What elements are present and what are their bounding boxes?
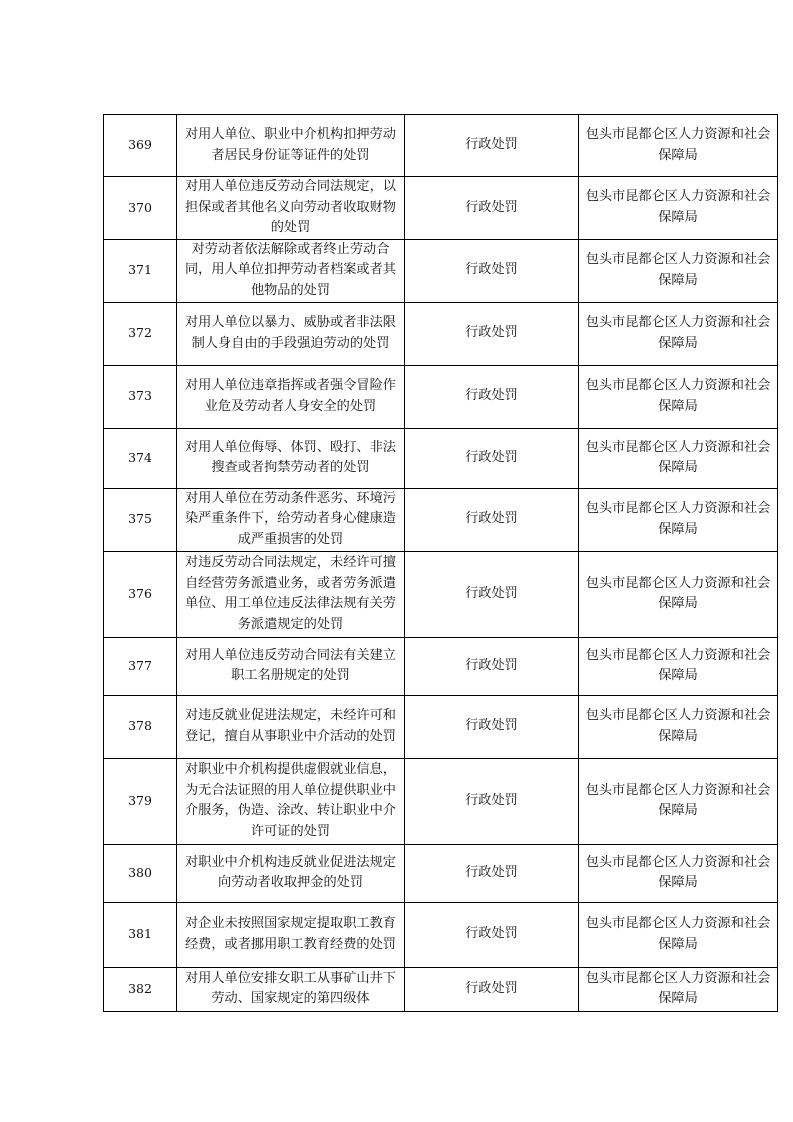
item-type: 行政处罚 [405,637,579,695]
item-description: 对用人单位安排女职工从事矿山井下劳动、国家规定的第四级体 [177,967,405,1011]
item-description: 对用人单位以暴力、威胁或者非法限制人身自由的手段强迫劳动的处罚 [177,302,405,365]
responsible-department: 包头市昆都仑区人力资源和社会保障局 [579,115,778,177]
table-row [104,177,778,240]
item-description: 对职业中介机构提供虚假就业信息，为无合法证照的用人单位提供职业中介服务，伪造、涂改、转让职业中介许可证的处罚 [177,758,405,844]
responsible-department: 包头市昆都仑区人力资源和社会保障局 [579,302,778,365]
item-description: 对劳动者依法解除或者终止劳动合同，用人单位扣押劳动者档案或者其他物品的处罚 [177,239,405,302]
item-description: 对企业未按照国家规定提取职工教育经费，或者挪用职工教育经费的处罚 [177,902,405,967]
item-description: 对用人单位在劳动条件恶劣、环境污染严重条件下，给劳动者身心健康造成严重损害的处罚 [177,488,405,551]
table-row [104,637,778,695]
item-description: 对用人单位、职业中介机构扣押劳动者居民身份证等证件的处罚 [177,115,405,177]
responsible-department: 包头市昆都仑区人力资源和社会保障局 [579,239,778,302]
item-type: 行政处罚 [405,967,579,1011]
item-type: 行政处罚 [405,758,579,844]
table-row [104,844,778,902]
row-number: 382 [104,967,177,1011]
item-description: 对用人单位违反劳动合同法规定，以担保或者其他名义向劳动者收取财物的处罚 [177,177,405,240]
row-number: 371 [104,239,177,302]
row-number: 379 [104,758,177,844]
table-row [104,551,778,637]
row-number: 381 [104,902,177,967]
item-description: 对违反劳动合同法规定，未经许可擅自经营劳务派遣业务，或者劳务派遣单位、用工单位违反法律法规有关劳务派遣规定的处罚 [177,551,405,637]
item-description: 对用人单位违反劳动合同法有关建立职工名册规定的处罚 [177,637,405,695]
table-row [104,239,778,302]
item-type: 行政处罚 [405,302,579,365]
responsible-department: 包头市昆都仑区人力资源和社会保障局 [579,695,778,758]
item-type: 行政处罚 [405,177,579,240]
row-number: 369 [104,115,177,177]
item-description: 对职业中介机构违反就业促进法规定向劳动者收取押金的处罚 [177,844,405,902]
table-row [104,902,778,967]
responsible-department: 包头市昆都仑区人力资源和社会保障局 [579,637,778,695]
row-number: 374 [104,428,177,488]
row-number: 375 [104,488,177,551]
row-number: 373 [104,365,177,428]
table-row [104,758,778,844]
item-type: 行政处罚 [405,115,579,177]
responsible-department: 包头市昆都仑区人力资源和社会保障局 [579,902,778,967]
penalty-table [103,114,778,1012]
responsible-department: 包头市昆都仑区人力资源和社会保障局 [579,428,778,488]
item-type: 行政处罚 [405,844,579,902]
item-type: 行政处罚 [405,428,579,488]
table-row [104,967,778,1011]
responsible-department: 包头市昆都仑区人力资源和社会保障局 [579,177,778,240]
responsible-department: 包头市昆都仑区人力资源和社会保障局 [579,551,778,637]
table-row [104,365,778,428]
row-number: 378 [104,695,177,758]
item-type: 行政处罚 [405,488,579,551]
item-type: 行政处罚 [405,902,579,967]
row-number: 380 [104,844,177,902]
table-row [104,115,778,177]
table-row [104,302,778,365]
row-number: 376 [104,551,177,637]
row-number: 377 [104,637,177,695]
item-type: 行政处罚 [405,551,579,637]
responsible-department: 包头市昆都仑区人力资源和社会保障局 [579,365,778,428]
item-description: 对用人单位违章指挥或者强令冒险作业危及劳动者人身安全的处罚 [177,365,405,428]
item-type: 行政处罚 [405,695,579,758]
item-type: 行政处罚 [405,239,579,302]
table-row [104,695,778,758]
row-number: 370 [104,177,177,240]
item-description: 对用人单位侮辱、体罚、殴打、非法搜查或者拘禁劳动者的处罚 [177,428,405,488]
item-type: 行政处罚 [405,365,579,428]
responsible-department: 包头市昆都仑区人力资源和社会保障局 [579,967,778,1011]
responsible-department: 包头市昆都仑区人力资源和社会保障局 [579,488,778,551]
table-row [104,488,778,551]
responsible-department: 包头市昆都仑区人力资源和社会保障局 [579,844,778,902]
responsible-department: 包头市昆都仑区人力资源和社会保障局 [579,758,778,844]
table-row [104,428,778,488]
row-number: 372 [104,302,177,365]
item-description: 对违反就业促进法规定，未经许可和登记，擅自从事职业中介活动的处罚 [177,695,405,758]
